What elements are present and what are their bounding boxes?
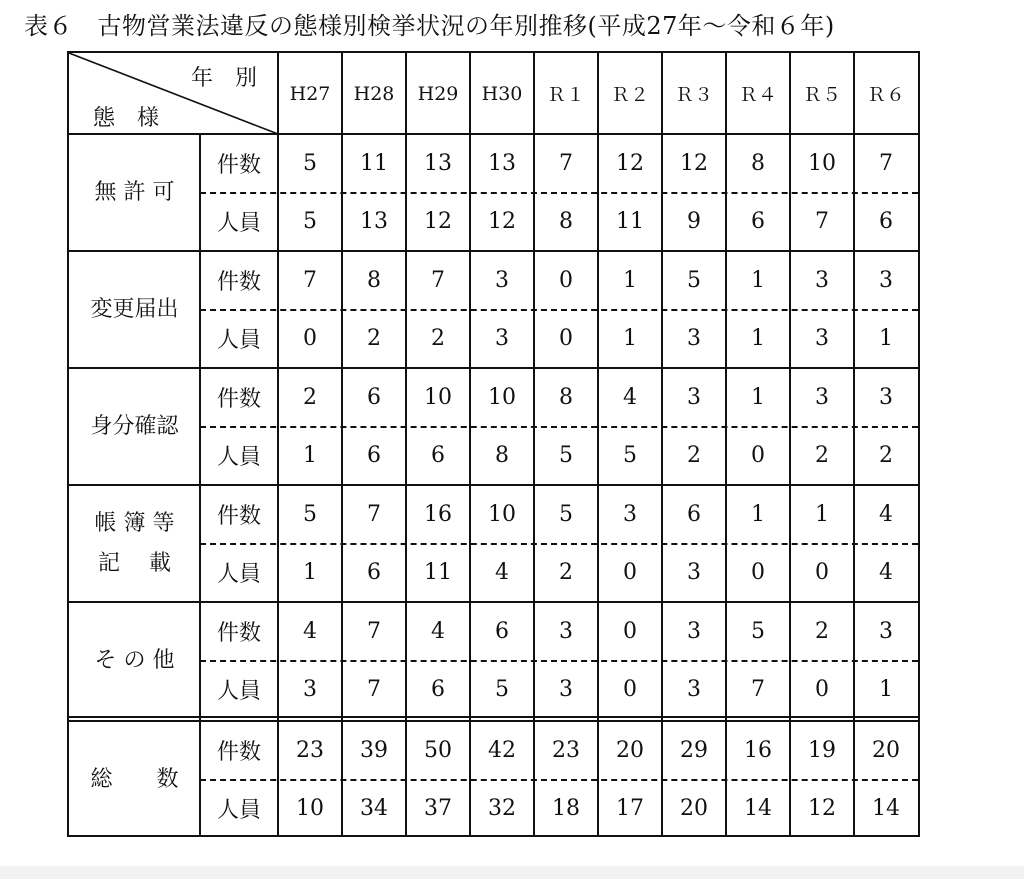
- sublabel-persons: 人員: [216, 798, 261, 824]
- value-cases: 8: [751, 150, 765, 176]
- category-label: [69, 485, 200, 602]
- value-cases: 6: [495, 618, 509, 644]
- value-persons: 18: [552, 796, 580, 822]
- header-year-7: Ｒ４: [738, 84, 777, 106]
- value-cases: 2: [303, 384, 317, 410]
- category-label-line: 無 許 可: [94, 179, 175, 205]
- value-persons: 2: [687, 443, 701, 469]
- value-cases: 42: [488, 737, 516, 763]
- value-cases: 16: [744, 737, 772, 763]
- value-persons: 34: [360, 796, 388, 822]
- value-cases: 10: [424, 384, 452, 410]
- value-cases: 3: [559, 618, 573, 644]
- value-persons: 11: [616, 209, 644, 235]
- value-persons: 5: [495, 677, 509, 703]
- value-cases: 10: [488, 501, 516, 527]
- header-year-9: Ｒ６: [866, 84, 905, 106]
- value-persons: 7: [815, 209, 829, 235]
- value-cases: 7: [879, 150, 893, 176]
- value-persons: 5: [559, 443, 573, 469]
- header-year-2: H29: [417, 82, 459, 105]
- arrest-statistics-table: [67, 51, 920, 837]
- value-cases: 7: [303, 267, 317, 293]
- value-persons: 1: [879, 677, 893, 703]
- sublabel-cases: 件数: [216, 269, 261, 295]
- grid-double-line-top: [69, 716, 918, 718]
- corner-year-label: 年 別: [190, 65, 257, 91]
- value-cases: 3: [879, 618, 893, 644]
- value-cases: 20: [616, 737, 644, 763]
- value-persons: 6: [367, 443, 381, 469]
- value-persons: 2: [815, 443, 829, 469]
- value-persons: 1: [303, 443, 317, 469]
- sublabel-cases: 件数: [216, 152, 261, 178]
- sublabel-persons: 人員: [216, 445, 261, 471]
- value-persons: 0: [623, 677, 637, 703]
- value-cases: 10: [488, 384, 516, 410]
- value-cases: 3: [495, 267, 509, 293]
- value-persons: 1: [751, 326, 765, 352]
- sublabel-persons: 人員: [216, 562, 261, 588]
- category-label: [69, 134, 200, 251]
- value-persons: 6: [431, 443, 445, 469]
- value-cases: 0: [559, 267, 573, 293]
- value-persons: 1: [303, 560, 317, 586]
- value-persons: 20: [680, 796, 708, 822]
- value-persons: 2: [879, 443, 893, 469]
- category-label-line: そ の 他: [94, 647, 175, 673]
- value-cases: 2: [815, 618, 829, 644]
- value-persons: 6: [431, 677, 445, 703]
- value-cases: 19: [808, 737, 836, 763]
- value-persons: 1: [879, 326, 893, 352]
- value-persons: 3: [687, 677, 701, 703]
- value-cases: 7: [431, 267, 445, 293]
- table-title: 表６ 古物営業法違反の態様別検挙状況の年別推移(平成27年～令和６年): [24, 12, 835, 40]
- value-persons: 0: [751, 560, 765, 586]
- value-persons: 0: [815, 560, 829, 586]
- value-cases: 8: [559, 384, 573, 410]
- value-cases: 5: [303, 150, 317, 176]
- value-persons: 2: [431, 326, 445, 352]
- header-year-6: Ｒ３: [674, 84, 713, 106]
- header-year-1: H28: [353, 82, 395, 105]
- total-label: 総 数: [90, 766, 179, 792]
- value-cases: 13: [424, 150, 452, 176]
- value-cases: 6: [367, 384, 381, 410]
- value-persons: 10: [296, 796, 324, 822]
- value-persons: 2: [559, 560, 573, 586]
- value-cases: 1: [751, 501, 765, 527]
- value-cases: 3: [879, 267, 893, 293]
- value-cases: 4: [303, 618, 317, 644]
- value-persons: 3: [303, 677, 317, 703]
- value-cases: 12: [616, 150, 644, 176]
- category-label-line: 変更届出: [90, 296, 179, 322]
- category-label: [69, 368, 200, 485]
- category-label: [69, 602, 200, 719]
- value-persons: 3: [495, 326, 509, 352]
- header-year-5: Ｒ２: [610, 84, 649, 106]
- value-persons: 4: [879, 560, 893, 586]
- value-cases: 39: [360, 737, 388, 763]
- value-cases: 50: [424, 737, 452, 763]
- value-cases: 4: [623, 384, 637, 410]
- sublabel-persons: 人員: [216, 211, 261, 237]
- value-persons: 6: [367, 560, 381, 586]
- value-cases: 1: [815, 501, 829, 527]
- value-cases: 3: [687, 384, 701, 410]
- sublabel-persons: 人員: [216, 679, 261, 705]
- value-cases: 1: [751, 384, 765, 410]
- value-persons: 5: [623, 443, 637, 469]
- value-persons: 32: [488, 796, 516, 822]
- value-persons: 8: [495, 443, 509, 469]
- category-label-line: 記 載: [98, 550, 171, 576]
- value-persons: 14: [744, 796, 772, 822]
- value-persons: 11: [424, 560, 452, 586]
- value-cases: 12: [680, 150, 708, 176]
- value-persons: 3: [687, 560, 701, 586]
- value-cases: 13: [488, 150, 516, 176]
- value-cases: 7: [367, 618, 381, 644]
- value-persons: 8: [559, 209, 573, 235]
- value-cases: 3: [623, 501, 637, 527]
- value-cases: 8: [367, 267, 381, 293]
- value-cases: 3: [879, 384, 893, 410]
- page-bottom-strip: [0, 866, 1024, 879]
- value-cases: 5: [687, 267, 701, 293]
- value-cases: 20: [872, 737, 900, 763]
- value-persons: 0: [815, 677, 829, 703]
- value-cases: 1: [751, 267, 765, 293]
- value-cases: 7: [367, 501, 381, 527]
- value-persons: 1: [623, 326, 637, 352]
- value-persons: 0: [751, 443, 765, 469]
- header-year-8: Ｒ５: [802, 84, 841, 106]
- value-cases: 4: [431, 618, 445, 644]
- corner-category-label: 態 様: [92, 105, 159, 131]
- value-cases: 0: [623, 618, 637, 644]
- sublabel-cases: 件数: [216, 386, 261, 412]
- sublabel-cases: 件数: [216, 620, 261, 646]
- value-cases: 1: [623, 267, 637, 293]
- value-persons: 5: [303, 209, 317, 235]
- value-cases: 10: [808, 150, 836, 176]
- value-persons: 3: [687, 326, 701, 352]
- value-cases: 23: [552, 737, 580, 763]
- sublabel-cases: 件数: [216, 503, 261, 529]
- value-persons: 12: [488, 209, 516, 235]
- value-persons: 3: [559, 677, 573, 703]
- value-persons: 37: [424, 796, 452, 822]
- value-persons: 12: [424, 209, 452, 235]
- value-cases: 4: [879, 501, 893, 527]
- category-label-line: 身分確認: [90, 413, 179, 439]
- value-cases: 3: [815, 384, 829, 410]
- sublabel-cases: 件数: [216, 739, 261, 765]
- value-persons: 6: [879, 209, 893, 235]
- value-cases: 23: [296, 737, 324, 763]
- value-persons: 3: [815, 326, 829, 352]
- value-cases: 11: [360, 150, 388, 176]
- value-cases: 5: [303, 501, 317, 527]
- value-persons: 9: [687, 209, 701, 235]
- category-label: [69, 251, 200, 368]
- value-persons: 7: [751, 677, 765, 703]
- value-persons: 2: [367, 326, 381, 352]
- value-cases: 7: [559, 150, 573, 176]
- value-persons: 17: [616, 796, 644, 822]
- value-persons: 6: [751, 209, 765, 235]
- header-year-0: H27: [289, 82, 331, 105]
- value-persons: 13: [360, 209, 388, 235]
- value-persons: 0: [559, 326, 573, 352]
- value-cases: 3: [687, 618, 701, 644]
- value-persons: 14: [872, 796, 900, 822]
- value-cases: 16: [424, 501, 452, 527]
- value-persons: 4: [495, 560, 509, 586]
- category-label-line: 帳 簿 等: [94, 510, 175, 536]
- value-persons: 0: [623, 560, 637, 586]
- value-persons: 7: [367, 677, 381, 703]
- value-persons: 12: [808, 796, 836, 822]
- value-cases: 5: [751, 618, 765, 644]
- sublabel-persons: 人員: [216, 328, 261, 354]
- value-cases: 29: [680, 737, 708, 763]
- value-cases: 3: [815, 267, 829, 293]
- value-cases: 6: [687, 501, 701, 527]
- header-year-4: Ｒ１: [546, 84, 585, 106]
- header-year-3: H30: [481, 82, 523, 105]
- value-persons: 0: [303, 326, 317, 352]
- value-cases: 5: [559, 501, 573, 527]
